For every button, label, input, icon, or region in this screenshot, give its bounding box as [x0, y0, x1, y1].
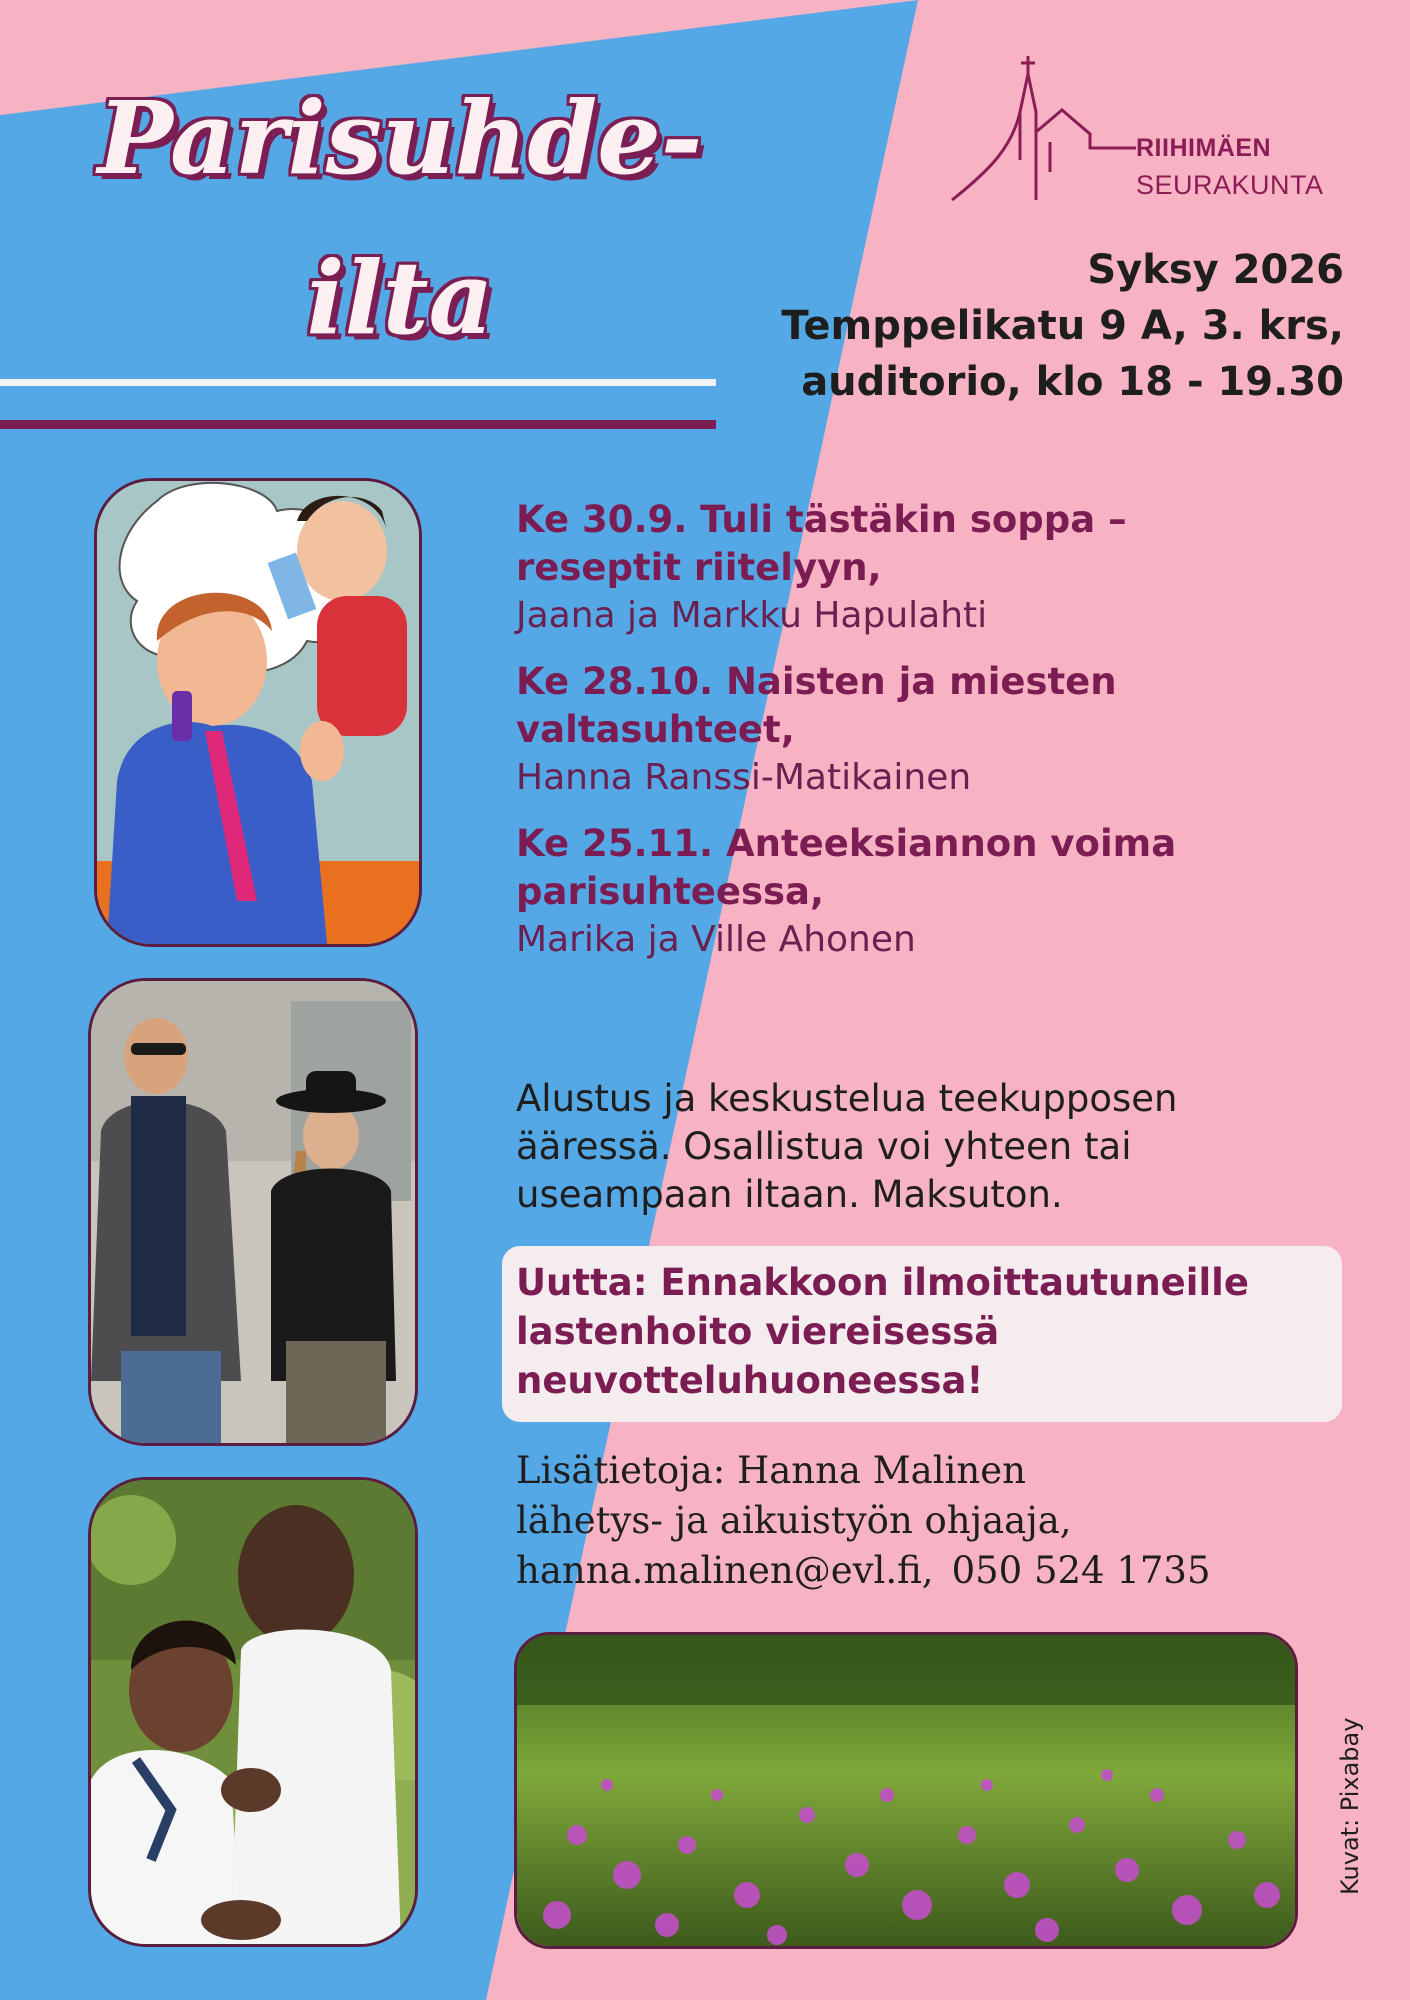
event-item — [516, 658, 1346, 802]
title-line-1: Parisuhde- — [97, 79, 703, 197]
event-title-line: Ke 25.11. Anteeksiannon voima — [516, 822, 1177, 865]
title-line-2: ilta — [306, 239, 494, 357]
notice-line: neuvotteluhuoneessa! — [516, 1359, 984, 1402]
event-item — [516, 496, 1346, 640]
event-speaker: Marika ja Ville Ahonen — [516, 919, 916, 960]
contact-role: lähetys- ja aikuistyön ohjaaja, — [516, 1499, 1072, 1542]
couple-walking-image — [88, 978, 418, 1446]
divider-dark — [0, 420, 716, 429]
contact-phone[interactable]: 050 524 1735 — [951, 1549, 1211, 1592]
parish-logo — [950, 52, 1350, 212]
contact-info — [516, 1446, 1346, 1596]
contact-details — [516, 1546, 1346, 1596]
event-item — [516, 820, 1346, 964]
childcare-notice — [502, 1246, 1342, 1422]
description-line: useampaan iltaan. Maksuton. — [516, 1173, 1063, 1216]
event-speaker: Hanna Ranssi-Matikainen — [516, 757, 972, 798]
cartoon-image — [94, 478, 422, 947]
event-title-line: reseptit riitelyyn, — [516, 546, 882, 589]
event-title-line: Ke 28.10. Naisten ja miesten — [516, 660, 1117, 703]
description — [516, 1075, 1346, 1219]
address: Temppelikatu 9 A, 3. krs, — [781, 303, 1344, 349]
description-line: Alustus ja keskustelua teekupposen — [516, 1077, 1178, 1120]
season: Syksy 2026 — [1087, 247, 1344, 293]
description-line: ääressä. Osallistua voi yhteen tai — [516, 1125, 1132, 1168]
divider-light — [0, 379, 716, 386]
logo-name: RIIHIMÄEN — [1136, 134, 1272, 162]
image-credit: Kuvat: Pixabay — [1336, 1717, 1364, 1895]
church-icon — [950, 52, 1140, 212]
couple-hug-image — [88, 1477, 418, 1947]
notice-line: lastenhoito viereisessä — [516, 1310, 1000, 1353]
event-title-line: parisuhteessa, — [516, 870, 825, 913]
event-title — [60, 79, 740, 358]
event-info — [781, 242, 1344, 410]
notice-line: Uutta: Ennakkoon ilmoittautuneille — [516, 1261, 1249, 1304]
event-list — [516, 496, 1346, 982]
flower-meadow-image — [514, 1632, 1298, 1949]
event-title-line: valtasuhteet, — [516, 708, 795, 751]
room-time: auditorio, klo 18 - 19.30 — [801, 359, 1344, 405]
contact-email[interactable]: hanna.malinen@evl.fi, — [516, 1549, 934, 1592]
logo-subtitle: SEURAKUNTA — [1136, 170, 1324, 200]
event-title-line: Ke 30.9. Tuli tästäkin soppa – — [516, 498, 1127, 541]
contact-person: Lisätietoja: Hanna Malinen — [516, 1449, 1026, 1492]
event-speaker: Jaana ja Markku Hapulahti — [516, 595, 988, 636]
